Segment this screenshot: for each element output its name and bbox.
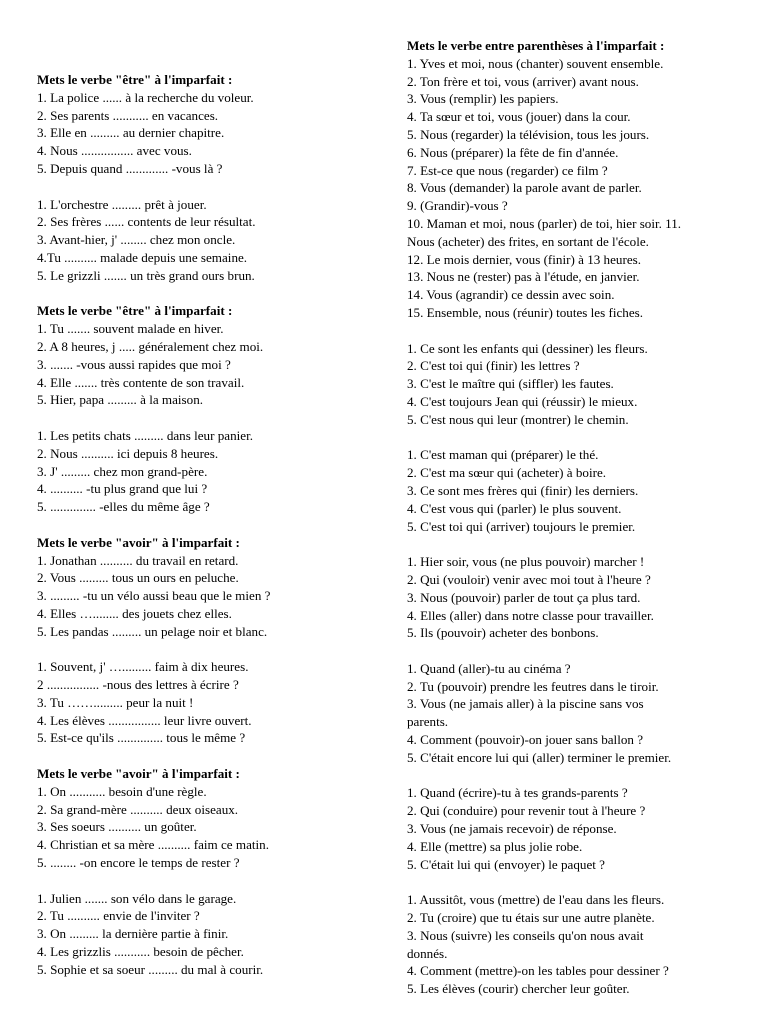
exercise-heading: Mets le verbe "avoir" à l'imparfait :	[37, 534, 240, 550]
exercise-line: 5. Ils (pouvoir) acheter des bonbons.	[407, 625, 599, 641]
exercise-line: 2. Vous ......... tous un ours en peluche.	[37, 570, 239, 586]
exercise-line: 5. Sophie et sa soeur ......... du mal à courir.	[37, 961, 264, 977]
exercise-line: 7. Est-ce que nous (regarder) ce film ?	[407, 162, 608, 178]
spacer	[37, 641, 387, 659]
exercise-line: 2. Sa grand-mère .......... deux oiseaux.	[37, 801, 239, 817]
exercise-line: 4. Elle ....... très contente de son travail.	[37, 374, 245, 390]
exercise-line: 1. Souvent, j' …......... faim à dix heures.	[37, 659, 249, 675]
exercise-line: 4. Ta sœur et toi, vous (jouer) dans la cour.	[407, 109, 631, 125]
exercise-line: donnés.	[407, 945, 448, 961]
exercise-line: 3. Vous (ne jamais recevoir) de réponse.	[407, 821, 617, 837]
exercise-line: 5. C'est nous qui leur (montrer) le chemin.	[407, 411, 629, 427]
exercise-line: 15. Ensemble, nous (réunir) toutes les fiches.	[407, 304, 643, 320]
exercise-line: 5. C'est toi qui (arriver) toujours le premier.	[407, 518, 636, 534]
exercise-line: 1. La police ...... à la recherche du voleur.	[37, 89, 254, 105]
exercise-line: 13. Nous ne (rester) pas à l'étude, en janvier.	[407, 269, 640, 285]
exercise-line: 1. Quand (écrire)-tu à tes grands-parents ?	[407, 785, 628, 801]
exercise-line: 2 ................ -nous des lettres à écrire ?	[37, 677, 239, 693]
exercise-line: 5. ........ -on encore le temps de rester ?	[37, 855, 240, 871]
exercise-line: 4. C'est vous qui (parler) le plus souvent.	[407, 500, 622, 516]
spacer	[37, 178, 387, 196]
exercise-line: 4. Comment (mettre)-on les tables pour dessiner ?	[407, 963, 669, 979]
spacer	[407, 429, 747, 447]
exercise-line: 5. Les pandas ......... un pelage noir et blanc.	[37, 623, 268, 639]
exercise-line: 1. Hier soir, vous (ne plus pouvoir) marcher !	[407, 554, 645, 570]
exercise-line: 3. Nous (suivre) les conseils qu'on nous avait	[407, 927, 644, 943]
spacer	[407, 767, 747, 785]
exercise-line: 2. Ton frère et toi, vous (arriver) avant nous.	[407, 73, 639, 89]
exercise-line: 2. Ses frères ...... contents de leur résultat.	[37, 214, 256, 230]
exercise-line: 1. On ........... besoin d'une règle.	[37, 783, 207, 799]
exercise-line: 5. .............. -elles du même âge ?	[37, 499, 210, 515]
spacer	[407, 873, 747, 891]
exercise-line: 8. Vous (demander) la parole avant de parler.	[407, 180, 642, 196]
spacer	[37, 872, 387, 890]
exercise-line: 6. Nous (préparer) la fête de fin d'année.	[407, 144, 619, 160]
exercise-line: 5. Est-ce qu'ils .............. tous le même ?	[37, 730, 246, 746]
exercise-line: 2. Tu .......... envie de l'inviter ?	[37, 908, 200, 924]
exercise-line: 1. Yves et moi, nous (chanter) souvent ensemble.	[407, 55, 664, 71]
exercise-heading: Mets le verbe "avoir" à l'imparfait :	[37, 766, 240, 782]
exercise-line: 5. Hier, papa ......... à la maison.	[37, 392, 204, 408]
exercise-line: 3. Avant-hier, j' ........ chez mon oncle.	[37, 232, 236, 248]
spacer	[407, 642, 747, 660]
exercise-line: 4. Elles …........ des jouets chez elles.	[37, 605, 232, 621]
exercise-line: 1. Jonathan .......... du travail en retard.	[37, 552, 239, 568]
exercise-line: 4. .......... -tu plus grand que lui ?	[37, 481, 208, 497]
exercise-heading: Mets le verbe entre parenthèses à l'imparfait :	[407, 38, 665, 53]
exercise-line: 4. Elle (mettre) sa plus jolie robe.	[407, 838, 583, 854]
spacer	[37, 409, 387, 427]
exercise-line: 1. Quand (aller)-tu au cinéma ?	[407, 660, 571, 676]
exercise-line: 10. Maman et moi, nous (parler) de toi, hier soir. 11.	[407, 215, 682, 231]
exercise-line: 5. C'était lui qui (envoyer) le paquet ?	[407, 856, 605, 872]
exercise-line: 1. Aussitôt, vous (mettre) de l'eau dans les fleurs.	[407, 892, 665, 908]
exercise-line: 4. Comment (pouvoir)-on jouer sans ballon ?	[407, 732, 644, 748]
exercise-line: 3. Elle en ......... au dernier chapitre.	[37, 125, 225, 141]
spacer	[407, 322, 747, 340]
exercise-line: 3. Ce sont mes frères qui (finir) les derniers.	[407, 482, 639, 498]
exercise-line: 4.Tu .......... malade depuis une semaine.	[37, 249, 248, 265]
exercise-line: 2. C'est ma sœur qui (acheter) à boire.	[407, 465, 607, 481]
exercise-line: 3. Nous (pouvoir) parler de tout ça plus tard.	[407, 589, 641, 605]
exercise-line: 3. Vous (ne jamais aller) à la piscine sans vos	[407, 696, 644, 712]
exercise-line: 3. Ses soeurs .......... un goûter.	[37, 819, 197, 835]
exercise-line: 3. ....... -vous aussi rapides que moi ?	[37, 356, 231, 372]
exercise-line: 1. Ce sont les enfants qui (dessiner) les fleurs.	[407, 340, 648, 356]
exercise-line: 4. Elles (aller) dans notre classe pour travailler.	[407, 607, 654, 623]
right-column	[407, 37, 747, 998]
exercise-line: 2. Ses parents ........... en vacances.	[37, 107, 219, 123]
exercise-line: parents.	[407, 714, 449, 730]
spacer	[407, 535, 747, 553]
exercise-line: 14. Vous (agrandir) ce dessin avec soin.	[407, 287, 615, 303]
exercise-line: 1. L'orchestre ......... prêt à jouer.	[37, 196, 207, 212]
exercise-line: 2. C'est toi qui (finir) les lettres ?	[407, 358, 580, 374]
exercise-line: 4. Christian et sa mère .......... faim ce matin.	[37, 837, 269, 853]
exercise-line: 2. A 8 heures, j ..... généralement chez moi.	[37, 338, 264, 354]
left-column	[37, 71, 387, 979]
spacer	[37, 747, 387, 765]
exercise-line: 12. Le mois dernier, vous (finir) à 13 heures.	[407, 251, 642, 267]
exercise-line: 1. Les petits chats ......... dans leur panier.	[37, 427, 253, 443]
exercise-line: 2. Tu (pouvoir) prendre les feutres dans le tiroir.	[407, 678, 659, 694]
exercise-line: Nous (acheter) des frites, en sortant de l'école.	[407, 233, 649, 249]
exercise-line: 2. Nous .......... ici depuis 8 heures.	[37, 445, 219, 461]
exercise-line: 1. C'est maman qui (préparer) le thé.	[407, 447, 599, 463]
spacer	[37, 516, 387, 534]
exercise-heading: Mets le verbe "être" à l'imparfait :	[37, 72, 233, 87]
spacer	[37, 285, 387, 303]
exercise-line: 2. Qui (conduire) pour revenir tout à l'heure ?	[407, 803, 646, 819]
exercise-line: 5. Nous (regarder) la télévision, tous les jours.	[407, 126, 650, 142]
exercise-line: 3. Vous (remplir) les papiers.	[407, 91, 559, 107]
exercise-line: 4. Les élèves ................ leur livre ouvert.	[37, 712, 252, 728]
exercise-line: 2. Tu (croire) que tu étais sur une autre planète.	[407, 910, 655, 926]
exercise-line: 5. Le grizzli ....... un très grand ours brun.	[37, 267, 255, 283]
exercise-line: 3. Tu ……......... peur la nuit !	[37, 694, 194, 710]
exercise-line: 3. ......... -tu un vélo aussi beau que le mien ?	[37, 588, 271, 604]
exercise-line: 1. Julien ....... son vélo dans le garage.	[37, 890, 237, 906]
exercise-line: 3. C'est le maître qui (siffler) les fautes.	[407, 376, 614, 392]
exercise-line: 4. Nous ................ avec vous.	[37, 143, 192, 159]
exercise-line: 5. C'était encore lui qui (aller) terminer le premier.	[407, 749, 672, 765]
exercise-line: 3. On ......... la dernière partie à finir.	[37, 926, 229, 942]
exercise-heading: Mets le verbe "être" à l'imparfait :	[37, 303, 233, 319]
exercise-line: 5. Depuis quand ............. -vous là ?	[37, 160, 223, 176]
exercise-line: 4. C'est toujours Jean qui (réussir) le mieux.	[407, 393, 638, 409]
exercise-line: 4. Les grizzlis ........... besoin de pêcher.	[37, 944, 244, 960]
exercise-line: 3. J' ......... chez mon grand-père.	[37, 463, 208, 479]
exercise-line: 2. Qui (vouloir) venir avec moi tout à l'heure ?	[407, 571, 651, 587]
exercise-line: 1. Tu ....... souvent malade en hiver.	[37, 321, 224, 337]
exercise-line: 5. Les élèves (courir) chercher leur goûter.	[407, 981, 630, 997]
exercise-line: 9. (Grandir)-vous ?	[407, 198, 508, 214]
